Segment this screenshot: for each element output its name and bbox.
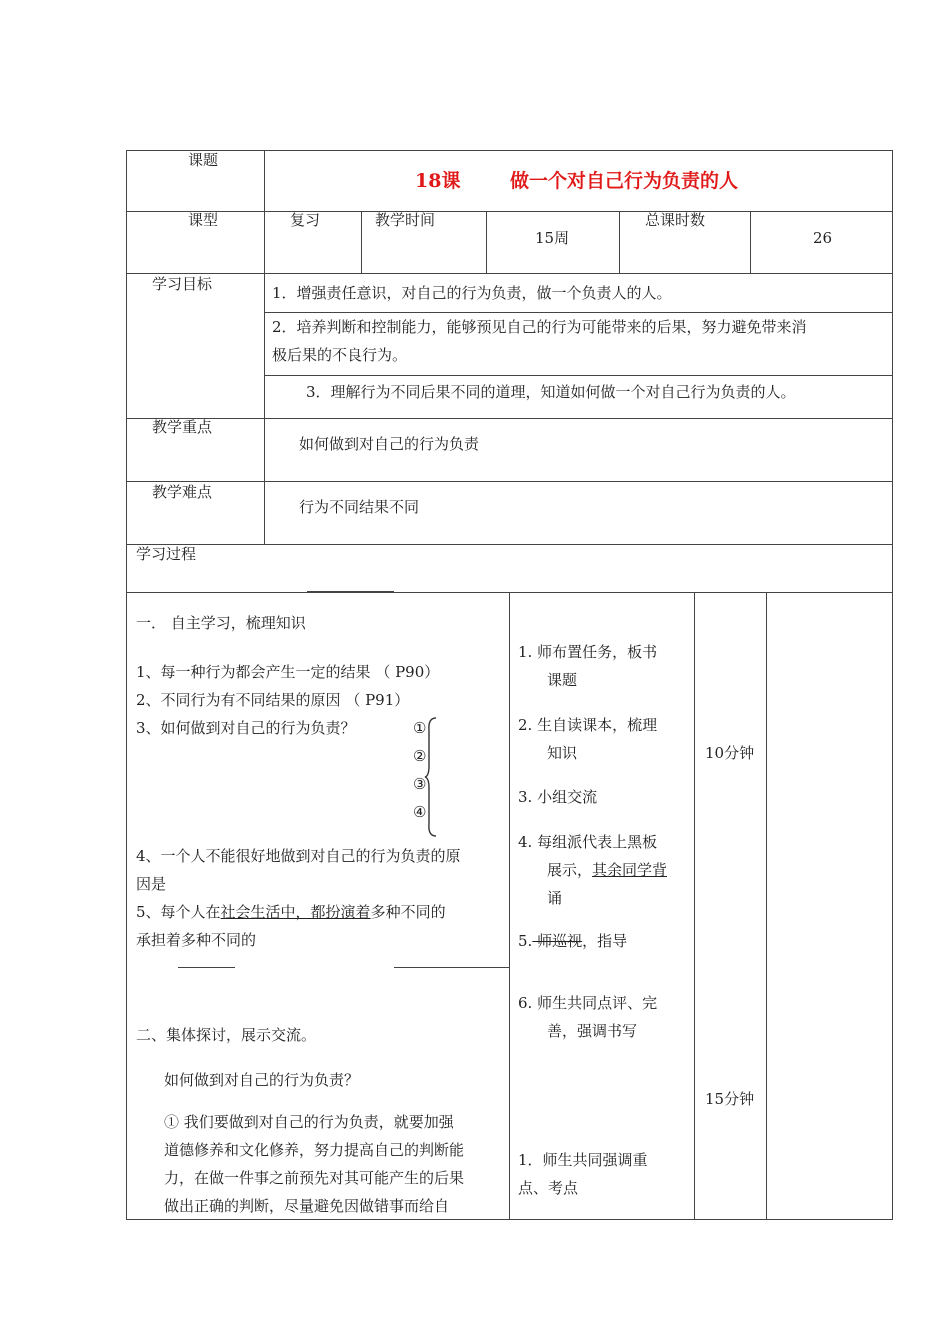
goal-item-3: 3．理解行为不同后果不同的道理，知道如何做一个对自己行为负责的人。	[306, 383, 796, 401]
activity-4-cont-2: 诵	[547, 889, 563, 907]
goals-label: 学习目标	[152, 275, 213, 293]
total-hours-label: 总课时数	[645, 211, 706, 229]
discussion-p2: 道德修养和文化修养，努力提高自己的判断能	[164, 1141, 465, 1159]
knowledge-item-5	[136, 898, 446, 926]
knowledge-item-5-cont: 承担着多种不同的	[136, 931, 257, 949]
discussion-p1: ① 我们要做到对自己的行为负责，就要加强	[164, 1113, 454, 1131]
knowledge-item-3: 3、如何做到对自己的行为负责？	[136, 719, 356, 737]
process-label: 学习过程	[136, 545, 197, 563]
activity-4: 4. 每组派代表上黑板	[518, 833, 658, 851]
lesson-number: 18课	[415, 170, 461, 192]
activity-5-c: ，指导	[582, 932, 628, 950]
activity-6-cont: 善，强调书写	[547, 1022, 638, 1040]
activity-5-a: 5.	[518, 932, 533, 950]
activity-3: 3. 小组交流	[518, 788, 598, 806]
difficulty-label: 教学难点	[152, 483, 213, 501]
type-value: 复习	[290, 211, 321, 229]
knowledge-item-5-a: 5、每个人在	[136, 903, 221, 921]
goal-item-1: 1．增强责任意识，对自己的行为负责，做一个负责人的人。	[272, 284, 672, 302]
curly-brace-icon	[424, 716, 440, 838]
circle-2: ②	[413, 747, 427, 765]
knowledge-item-1: 1、每一种行为都会产生一定的结果 （ P90）	[136, 663, 440, 681]
activity-1-cont: 课题	[547, 671, 578, 689]
circle-1: ①	[413, 719, 427, 737]
goal-item-2-cont: 极后果的不良行为。	[272, 346, 408, 364]
time-2: 15分钟	[705, 1090, 755, 1108]
section-2-title: 二、集体探讨，展示交流。	[136, 1026, 317, 1044]
activity-5	[518, 927, 627, 955]
key-point-value: 如何做到对自己的行为负责	[299, 435, 480, 453]
activity-1: 1. 师布置任务，板书	[518, 643, 658, 661]
difficulty-value: 行为不同结果不同	[299, 498, 420, 516]
knowledge-item-5-c: 多种不同的	[370, 903, 446, 921]
activity-4-cont	[547, 856, 667, 884]
activity-2: 2. 生自读课本，梳理	[518, 716, 658, 734]
activity-6: 6. 师生共同点评、完	[518, 994, 658, 1012]
circle-3: ③	[413, 775, 427, 793]
activity-4-cont-b: 其余同学背	[592, 861, 668, 879]
total-hours-value: 26	[813, 229, 833, 247]
activity-7-cont: 点、考点	[518, 1179, 579, 1197]
page-title: 做一个对自己行为负责的人	[510, 170, 739, 192]
time-1: 10分钟	[705, 744, 755, 762]
activity-7: 1．师生共同强调重	[518, 1151, 648, 1169]
knowledge-item-4: 4、一个人不能很好地做到对自己的行为负责的原	[136, 847, 461, 865]
circle-4: ④	[413, 803, 427, 821]
knowledge-item-2: 2、不同行为有不同结果的原因 （ P91）	[136, 691, 410, 709]
key-point-label: 教学重点	[152, 418, 213, 436]
section-1-title: 一． 自主学习，梳理知识	[136, 614, 306, 632]
goal-item-2: 2．培养判断和控制能力，能够预见自己的行为可能带来的后果，努力避免带来消	[272, 318, 807, 336]
type-label: 课型	[188, 211, 219, 229]
knowledge-item-5-b: 社会生活中，都扮演着	[220, 903, 371, 921]
knowledge-item-4-cont: 因是	[136, 875, 167, 893]
discussion-p4: 做出正确的判断，尽量避免因做错事而给自	[164, 1197, 450, 1215]
activity-2-cont: 知识	[547, 744, 578, 762]
teaching-time-label: 教学时间	[375, 211, 436, 229]
header-label: 课题	[188, 151, 219, 169]
teaching-time-value: 15周	[535, 229, 570, 247]
activity-5-b: 师巡视	[532, 932, 583, 950]
activity-4-cont-a: 展示，	[547, 861, 593, 879]
discussion-p3: 力，在做一件事之前预先对其可能产生的后果	[164, 1169, 465, 1187]
discussion-question: 如何做到对自己的行为负责？	[164, 1071, 360, 1089]
